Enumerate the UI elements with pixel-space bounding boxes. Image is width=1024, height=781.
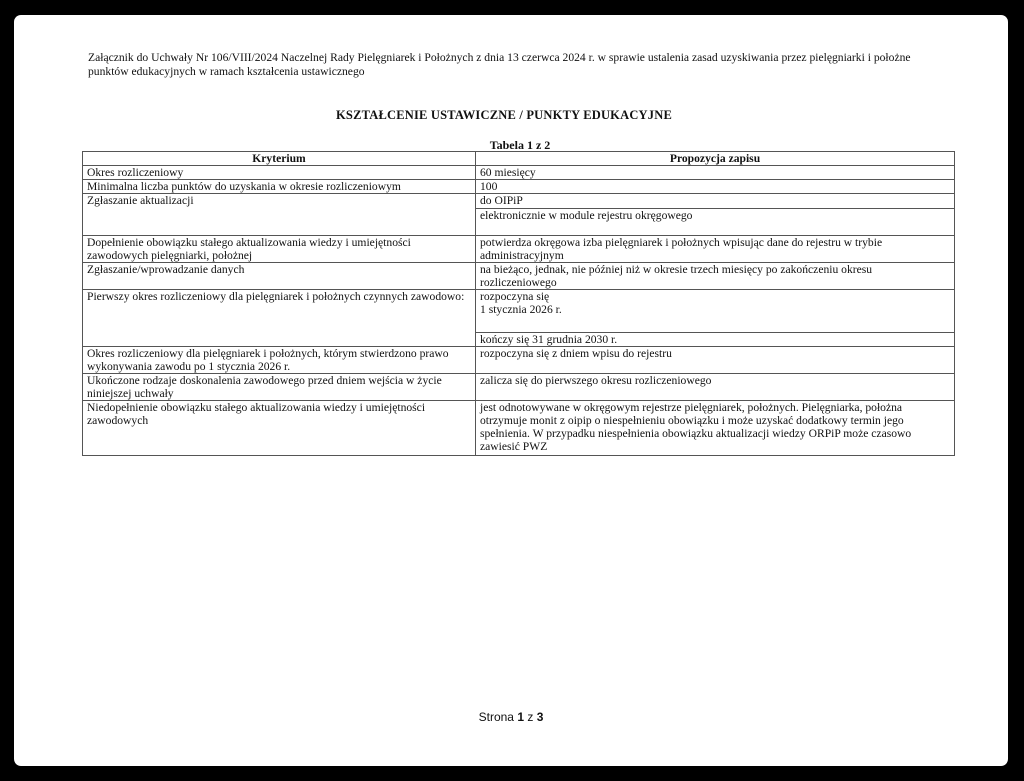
proposal-line: rozpoczyna się [480, 290, 550, 303]
criterion-cell: Okres rozliczeniowy dla pielęgniarek i położnych, którym stwierdzono prawo wykonywania zawodu po 1 stycznia 2026 r. [83, 347, 476, 374]
criterion-cell: Niedopełnienie obowiązku stałego aktualizowania wiedzy i umiejętności zawodowych [83, 401, 476, 456]
table-row [83, 290, 955, 333]
proposal-cell [476, 290, 955, 333]
header-kryterium: Kryterium [83, 152, 476, 166]
proposal-cell: potwierdza okręgowa izba pielęgniarek i położnych wpisując dane do rejestru w trybie administracyjnym [476, 236, 955, 263]
page-number-total: 3 [536, 710, 544, 724]
criterion-cell: Minimalna liczba punktów do uzyskania w okresie rozliczeniowym [83, 180, 476, 194]
proposal-line: 1 stycznia 2026 r. [480, 303, 562, 316]
header-propozycja: Propozycja zapisu [476, 152, 955, 166]
table-row [83, 166, 955, 180]
document-heading: KSZTAŁCENIE USTAWICZNE / PUNKTY EDUKACYJNE [336, 108, 672, 122]
proposal-cell: kończy się 31 grudnia 2030 r. [476, 333, 955, 347]
document-page [14, 15, 1008, 766]
proposal-cell: do OIPiP [476, 194, 955, 209]
proposal-cell: rozpoczyna się z dniem wpisu do rejestru [476, 347, 955, 374]
criterion-cell: Pierwszy okres rozliczeniowy dla pielęgniarek i położnych czynnych zawodowo: [83, 290, 476, 347]
proposal-cell: na bieżąco, jednak, nie później niż w okresie trzech miesięcy po zakończeniu okresu rozliczeniowego [476, 263, 955, 290]
criterion-cell: Ukończone rodzaje doskonalenia zawodowego przed dniem wejścia w życie niniejszej uchwały [83, 374, 476, 401]
proposal-cell: elektronicznie w module rejestru okręgowego [476, 209, 955, 236]
page-number-current: 1 [517, 710, 524, 724]
proposal-cell: zalicza się do pierwszego okresu rozliczeniowego [476, 374, 955, 401]
page-number [14, 710, 1008, 724]
table-row [83, 263, 955, 290]
criterion-cell: Zgłaszanie/wprowadzanie danych [83, 263, 476, 290]
table-row [83, 236, 955, 263]
proposal-cell: 60 miesięcy [476, 166, 955, 180]
table-row [83, 194, 955, 209]
criterion-cell: Okres rozliczeniowy [83, 166, 476, 180]
table-row [83, 401, 955, 456]
page-number-separator: z [527, 710, 534, 724]
proposal-cell: jest odnotowywane w okręgowym rejestrze pielęgniarek, położnych. Pielęgniarka, położna otrzymuje monit z oipip o niespełnieniu obowiązku i może uzyskać dodatkowy termin jego spełnienia. W przypadku niespełnienia obowiązku aktualizacji wiedzy ORPiP może czasowo zawiesić PWZ [476, 401, 955, 456]
proposal-cell: 100 [476, 180, 955, 194]
criteria-table [82, 151, 955, 456]
table-row [83, 374, 955, 401]
table-caption: Tabela 1 z 2 [489, 138, 551, 152]
page-number-prefix: Strona [478, 710, 514, 724]
criterion-cell: Dopełnienie obowiązku stałego aktualizowania wiedzy i umiejętności zawodowych pielęgniarki, położnej [83, 236, 476, 263]
document-preamble: Załącznik do Uchwały Nr 106/VIII/2024 Naczelnej Rady Pielęgniarek i Położnych z dnia 13 czerwca 2024 r. w sprawie ustalenia zasad uzyskiwania przez pielęgniarki i położne punktów edukacyjnych w ramach kształcenia ustawicznego [88, 51, 911, 78]
table-row [83, 347, 955, 374]
table-row [83, 180, 955, 194]
criterion-cell: Zgłaszanie aktualizacji [83, 194, 476, 236]
table-header-row [83, 152, 955, 166]
